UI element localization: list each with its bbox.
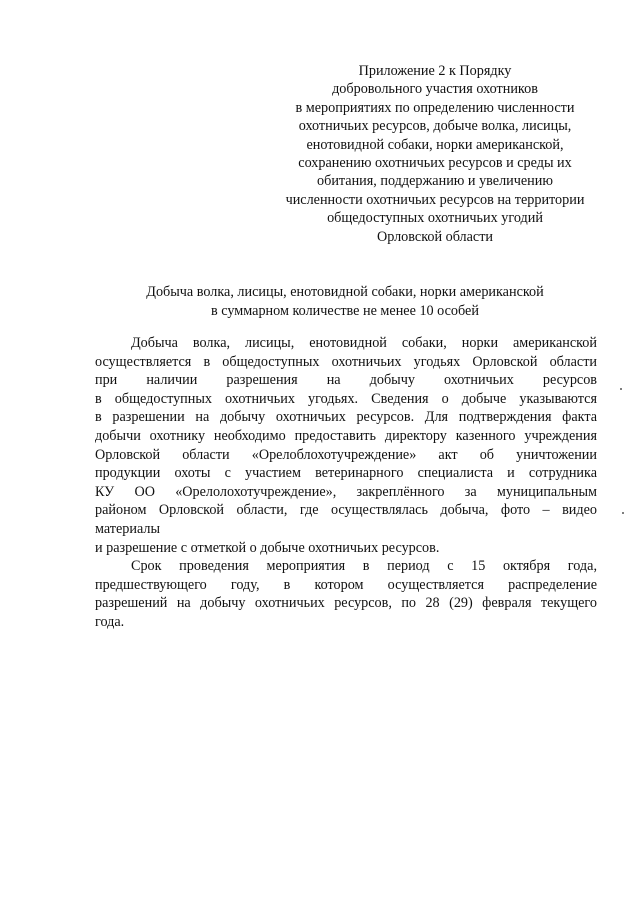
title-line: Добыча волка, лисицы, енотовидной собаки, норки американской xyxy=(146,284,544,300)
body-line: разрешений на добычу охотничьих ресурсов, по 28 (29) февраля текущего xyxy=(95,595,597,612)
body-line: Орловской области «Орелоблохотучреждение» акт об уничтожении xyxy=(95,446,597,463)
scan-speck xyxy=(620,388,622,390)
appendix-line: общедоступных охотничьих угодий xyxy=(327,210,543,227)
appendix-line: добровольного участия охотников xyxy=(332,81,538,98)
appendix-line: охотничьих ресурсов, добыче волка, лисицы, xyxy=(298,118,572,135)
body-line: районом Орловской области, где осуществлялась добыча, фото – видео xyxy=(95,502,597,519)
body-line: при наличии разрешения на добычу охотничьих ресурсов xyxy=(95,372,597,389)
appendix-line: численности охотничьих ресурсов на территории xyxy=(285,191,585,208)
appendix-line: в мероприятиях по определению численности xyxy=(295,99,575,116)
document-body xyxy=(95,334,597,632)
body-line: года. xyxy=(95,613,125,630)
paragraph-1 xyxy=(95,334,597,557)
body-line: продукции охоты с участием ветеринарного специалиста и сотрудника xyxy=(95,465,597,482)
body-line: предшествующего году, в котором осуществляется распределение xyxy=(95,576,597,593)
appendix-line: сохранению охотничьих ресурсов и среды их xyxy=(298,155,572,172)
document-title xyxy=(100,283,590,321)
body-line: в общедоступных охотничьих угодьях. Сведения о добыче указываются xyxy=(95,390,597,407)
body-line: осуществляется в общедоступных охотничьих угодьях Орловской области xyxy=(95,353,597,370)
appendix-header xyxy=(255,62,615,246)
body-line: Добыча волка, лисицы, енотовидной собаки, норки американской xyxy=(131,335,597,351)
scan-speck xyxy=(622,512,624,514)
appendix-line: Орловской области xyxy=(376,228,494,245)
title-line: в суммарном количестве не менее 10 особей xyxy=(211,303,479,319)
appendix-line: Приложение 2 к Порядку xyxy=(358,63,512,79)
body-line: и разрешение с отметкой о добыче охотничьих ресурсов. xyxy=(95,539,440,556)
body-line: КУ ОО «Орелолохотучреждение», закреплённого за муниципальным xyxy=(95,483,597,500)
body-line: добычи охотнику необходимо предоставить директору казенного учреждения xyxy=(95,427,597,444)
paragraph-2 xyxy=(95,557,597,631)
body-line: в разрешении на добычу охотничьих ресурсов. Для подтверждения факта xyxy=(95,409,597,426)
body-line: материалы xyxy=(95,520,161,537)
body-line: Срок проведения мероприятия в период с 15 октября года, xyxy=(131,558,597,575)
appendix-line: енотовидной собаки, норки американской, xyxy=(306,136,564,153)
appendix-line: обитания, поддержанию и увеличению xyxy=(317,173,553,190)
